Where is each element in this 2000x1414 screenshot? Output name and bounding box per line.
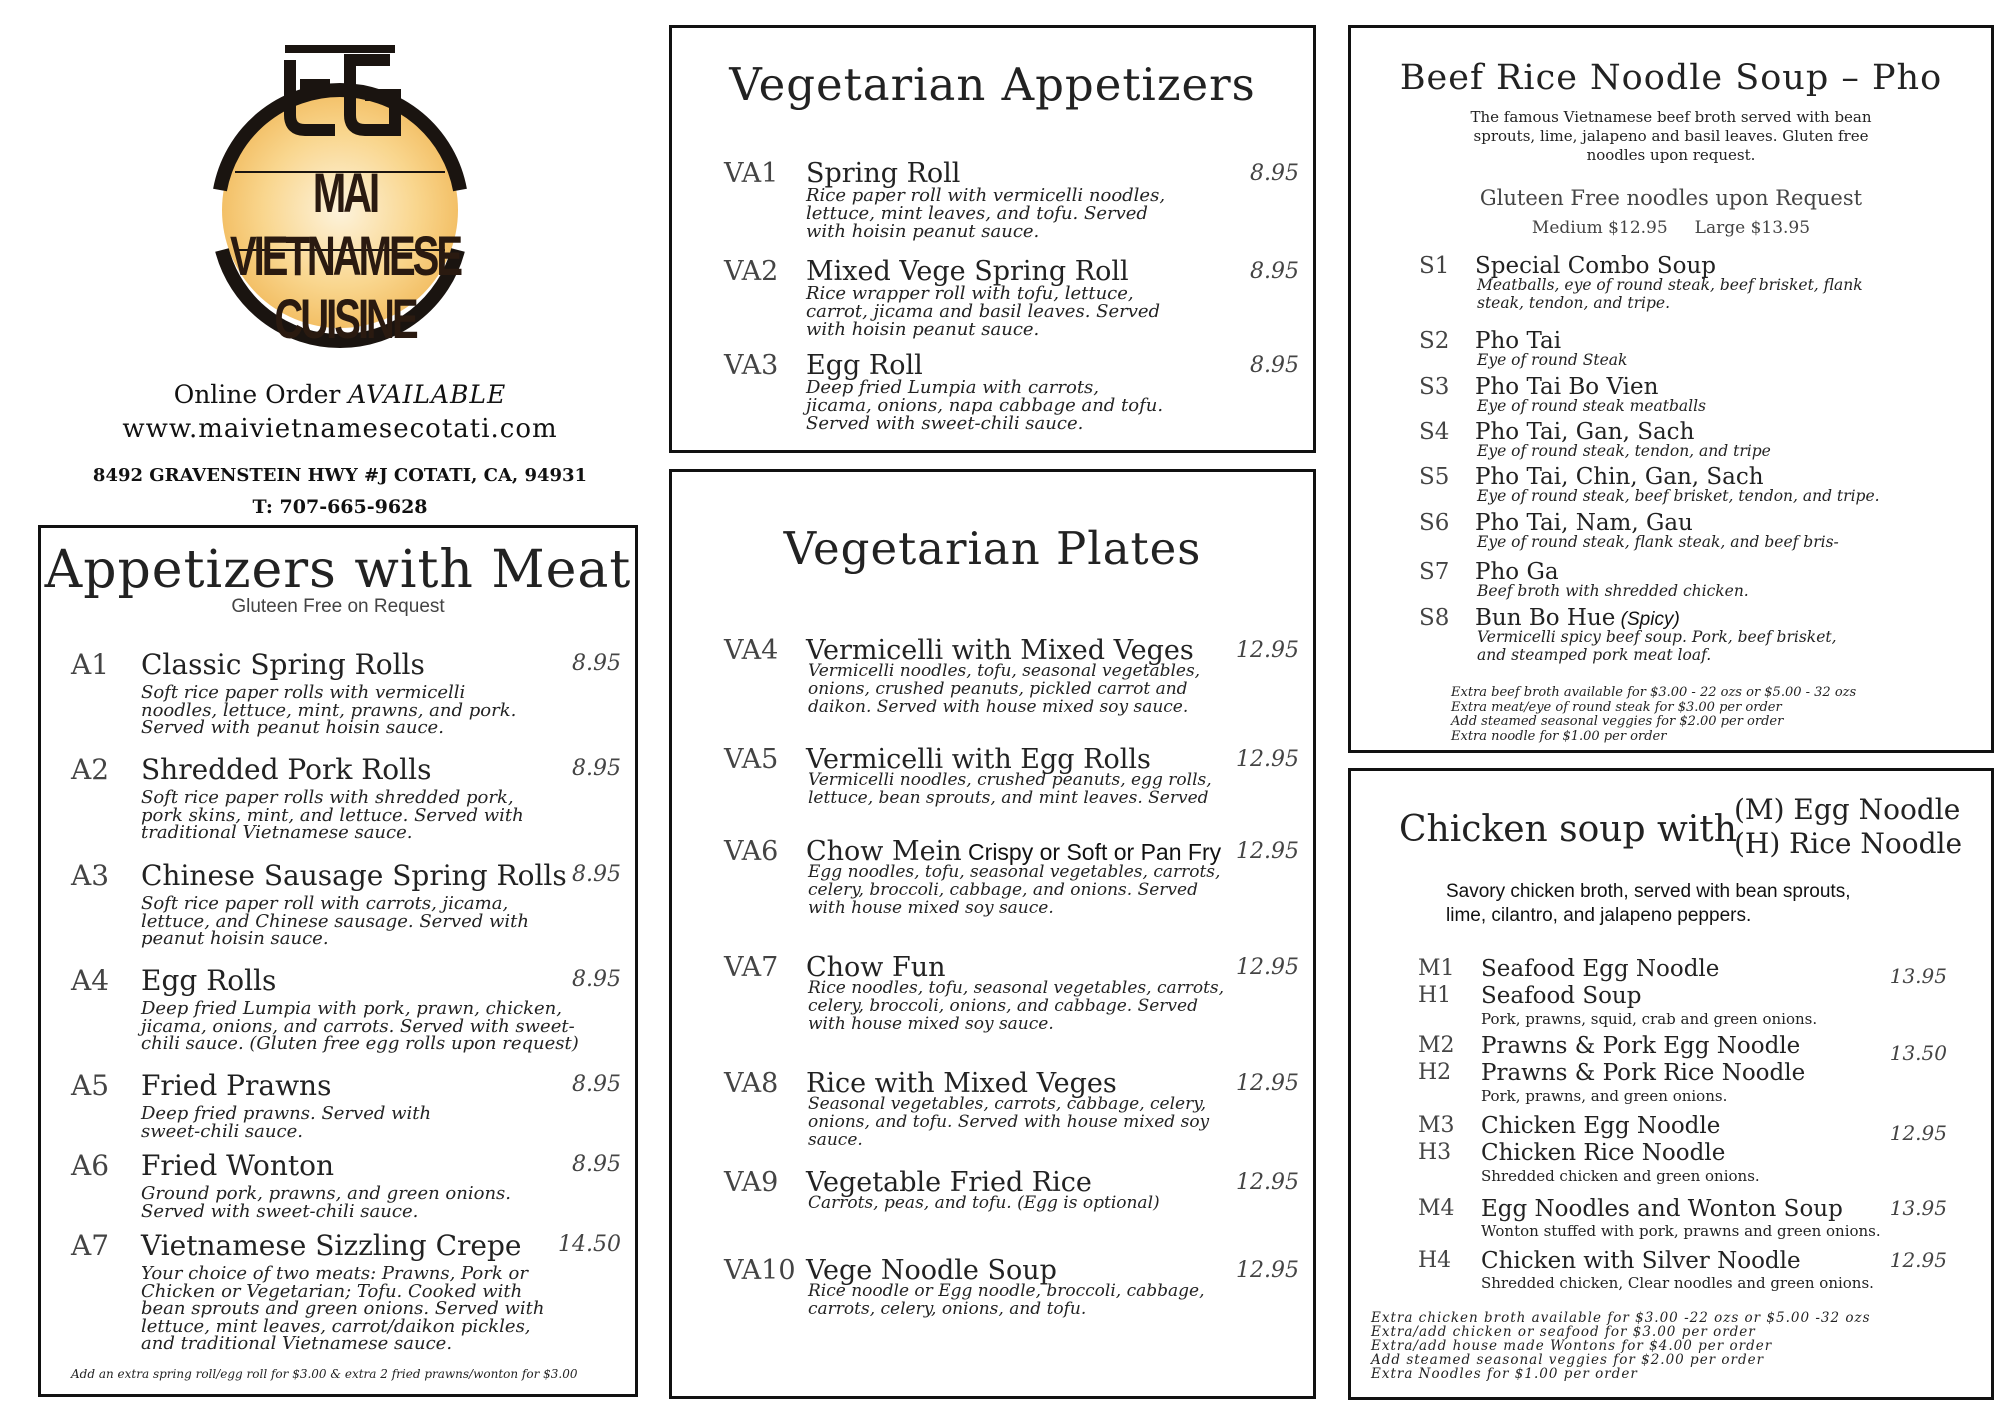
menu-item-name: Vietnamese Sizzling Crepe: [141, 1229, 522, 1262]
menu-item-description: Deep fried prawns. Served with: [141, 1103, 432, 1124]
menu-item-description: Vermicelli noodles, crushed peanuts, egg rolls,: [808, 770, 1212, 790]
pho-extra-line: Add steamed seasonal veggies for $2.00 per order: [1451, 714, 1784, 729]
chicken-item-name: Egg Noodles and Wonton Soup: [1481, 1196, 1843, 1222]
pho-intro-line: sprouts, lime, jalapeno and basil leaves. Gluten free: [1473, 127, 1869, 145]
menu-item-code: A5: [71, 1069, 110, 1102]
menu-item-description: Your choice of two meats: Prawns, Pork or: [141, 1263, 528, 1284]
menu-item-description: lettuce, mint leaves, and tofu. Served: [806, 203, 1148, 224]
menu-item-name: Shredded Pork Rolls: [141, 753, 432, 786]
menu-item-description: with house mixed soy sauce.: [808, 898, 1054, 918]
menu-item-price: 12.95: [1236, 747, 1299, 772]
chicken-extra-line: Extra Noodles for $1.00 per order: [1371, 1366, 1638, 1382]
menu-item-code: VA5: [724, 744, 779, 775]
menu-item-price: 12.95: [1236, 1071, 1299, 1096]
veg-plates-title: Vegetarian Plates: [783, 522, 1202, 575]
menu-item-description: Eye of round steak, tendon, and tripe: [1477, 442, 1771, 460]
menu-item-description: Meatballs, eye of round steak, beef brisket, flank: [1477, 276, 1863, 294]
menu-item-description: onions, and tofu. Served with house mixed soy: [808, 1112, 1210, 1132]
pho-section: [1348, 25, 1994, 753]
menu-item-code: S6: [1419, 510, 1450, 536]
menu-item-description: steak, tendon, and tripe.: [1477, 294, 1671, 312]
menu-item-code: VA1: [724, 158, 779, 189]
chicken-item-description: Shredded chicken and green onions.: [1481, 1167, 1760, 1185]
chicken-item-code: H4: [1418, 1248, 1452, 1273]
menu-item-description: with house mixed soy sauce.: [808, 1014, 1054, 1034]
menu-item-description: Soft rice paper roll with carrots, jicama,: [141, 893, 509, 914]
menu-item-description: Chicken or Vegetarian; Tofu. Cooked with: [141, 1280, 523, 1302]
menu-item-price: 14.50: [558, 1232, 621, 1257]
menu-item-code: VA6: [724, 836, 779, 867]
menu-item-description: Soft rice paper rolls with vermicelli: [141, 682, 466, 703]
menu-item-code: S5: [1419, 464, 1450, 490]
chicken-extra-line: Extra/add house made Wontons for $4.00 per order: [1371, 1338, 1773, 1354]
menu-item-name: Vegetable Fried Rice: [806, 1167, 1092, 1198]
menu-item-code: VA9: [724, 1167, 779, 1198]
chicken-item-price: 13.95: [1889, 964, 1947, 988]
chicken-item-description: Shredded chicken, Clear noodles and green onions.: [1481, 1274, 1874, 1292]
appetizers-meat-footer: Add an extra spring roll/egg roll for $3.00 & extra 2 fried prawns/wonton for $3.00: [71, 1367, 578, 1381]
menu-item-name: Vermicelli with Egg Rolls: [806, 744, 1151, 775]
menu-item-description: Rice paper roll with vermicelli noodles,: [806, 185, 1166, 206]
menu-item-description: celery, broccoli, cabbage, and onions. Served: [808, 880, 1198, 900]
menu-item-price: 8.95: [572, 967, 621, 992]
menu-item-description: onions, crushed peanuts, pickled carrot and: [808, 679, 1188, 699]
menu-item-name: Pho Tai, Chin, Gan, Sach: [1475, 464, 1764, 490]
menu-item-description: Eye of round Steak: [1477, 351, 1628, 369]
chicken-extra-line: Add steamed seasonal veggies for $2.00 per order: [1371, 1352, 1765, 1368]
address: 8492 GRAVENSTEIN HWY #J COTATI, CA, 94931: [92, 465, 588, 486]
menu-item-code: S1: [1419, 253, 1450, 279]
menu-item-name: Pho Tai, Nam, Gau: [1475, 510, 1693, 536]
chicken-item-price: 12.95: [1889, 1248, 1947, 1272]
menu-item-name: Fried Prawns: [141, 1069, 332, 1102]
menu-item-code: S2: [1419, 328, 1450, 354]
pho-title: Beef Rice Noodle Soup – Pho: [1399, 58, 1943, 98]
menu-item-code: VA4: [724, 635, 779, 666]
appetizers-meat-subtitle: Gluteen Free on Request: [231, 596, 445, 617]
menu-item-description: chili sauce. (Gluten free egg rolls upon request): [141, 1033, 579, 1054]
pho-gluten-note: Gluteen Free noodles upon Request: [1479, 186, 1863, 210]
menu-item-code: S4: [1419, 419, 1450, 445]
menu-item-name: Rice with Mixed Veges: [806, 1068, 1117, 1099]
menu-item-code: VA7: [724, 952, 779, 983]
menu-item-price: 8.95: [572, 756, 621, 781]
menu-item-name: Vege Noodle Soup: [806, 1255, 1057, 1286]
menu-item-code: A1: [71, 648, 110, 681]
chicken-extra-line: Extra chicken broth available for $3.00 -22 ozs or $5.00 -32 ozs: [1371, 1310, 1871, 1326]
appetizers-meat-title: Appetizers with Meat: [44, 540, 632, 600]
online-order-label: Online Order: [173, 380, 341, 409]
phone-number: T: 707-665-9628: [252, 496, 428, 518]
chicken-item-description: Pork, prawns, and green onions.: [1481, 1087, 1728, 1105]
menu-item-description: Served with peanut hoisin sauce.: [141, 717, 444, 738]
chicken-extra-line: Extra/add chicken or seafood for $3.00 per order: [1371, 1324, 1756, 1340]
menu-item-description: pork skins, mint, and lettuce. Served with: [141, 804, 524, 826]
menu-item-description: Rice noodle or Egg noodle, broccoli, cabbage,: [808, 1281, 1205, 1301]
pho-intro-line: The famous Vietnamese beef broth served with bean: [1470, 108, 1872, 126]
menu-item-description: jicama, onions, napa cabbage and tofu.: [806, 395, 1164, 416]
menu-item-price: 12.95: [1236, 1170, 1299, 1195]
menu-item-name: Pho Tai Bo Vien: [1475, 374, 1659, 400]
menu-item-description: jicama, onions, and carrots. Served with sweet-: [141, 1015, 575, 1037]
menu-item-description: Rice noodles, tofu, seasonal vegetables, carrots,: [808, 978, 1225, 998]
menu-item-name: Mixed Vege Spring Roll: [806, 256, 1129, 287]
menu-item-name-extra: (Spicy): [1615, 609, 1680, 630]
menu-item-code: VA10: [724, 1255, 796, 1286]
veg-appetizers-title: Vegetarian Appetizers: [729, 58, 1256, 111]
menu-item-description: lettuce, mint leaves, carrot/daikon pickles,: [141, 1315, 531, 1337]
menu-item-description: Soft rice paper rolls with shredded pork,: [141, 787, 514, 808]
menu-item-code: VA2: [724, 256, 779, 287]
menu-item-price: 8.95: [1250, 353, 1299, 378]
appetizers-meat-section: [38, 525, 638, 1397]
menu-item-name: Special Combo Soup: [1475, 253, 1716, 279]
menu-item-price: 8.95: [572, 651, 621, 676]
menu-item-description: Vermicelli spicy beef soup. Pork, beef brisket,: [1477, 628, 1837, 646]
menu-item-name: Pho Tai, Gan, Sach: [1475, 419, 1695, 445]
menu-item-description: Deep fried Lumpia with pork, prawn, chicken,: [141, 998, 562, 1019]
menu-item-description: celery, broccoli, onions, and cabbage. Served: [808, 996, 1198, 1016]
menu-item-code: A4: [71, 964, 110, 997]
menu-item-description: Eye of round steak meatballs: [1477, 397, 1707, 415]
menu-item-description: with hoisin peanut sauce.: [806, 221, 1040, 242]
menu-item-code: A6: [71, 1149, 110, 1182]
menu-item-name: Pho Tai: [1475, 328, 1562, 354]
menu-item-name-extra: Crispy or Soft or Pan Fry: [961, 839, 1222, 865]
veg-appetizers-section: [669, 25, 1316, 453]
menu-item-description: lettuce, bean sprouts, and mint leaves. Served: [808, 788, 1209, 808]
menu-item-description: daikon. Served with house mixed soy sauce.: [808, 697, 1189, 717]
menu-item-name: Bun Bo Hue (Spicy): [1475, 605, 1680, 631]
pho-intro-line: noodles upon request.: [1586, 146, 1756, 164]
menu-item-code: VA8: [724, 1068, 779, 1099]
chicken-item-code: H3: [1418, 1140, 1452, 1165]
menu-item-description: Ground pork, prawns, and green onions.: [141, 1183, 511, 1204]
menu-item-name: Classic Spring Rolls: [141, 648, 425, 681]
pho-extra-line: Extra meat/eye of round steak for $3.00 per order: [1451, 699, 1782, 715]
menu-item-description: Vermicelli noodles, tofu, seasonal vegetables,: [808, 661, 1201, 681]
menu-item-description: lettuce, and Chinese sausage. Served with: [141, 910, 529, 932]
menu-item-description: with hoisin peanut sauce.: [806, 319, 1040, 340]
chicken-item-code: H1: [1418, 983, 1452, 1008]
menu-item-name: Chow Fun: [806, 952, 946, 983]
menu-item-name: Pho Ga: [1475, 559, 1559, 585]
menu-item-description: Egg noodles, tofu, seasonal vegetables, carrots,: [808, 862, 1221, 882]
menu-item-code: A7: [71, 1229, 110, 1262]
chicken-item-name: Prawns & Pork Egg Noodle: [1481, 1033, 1801, 1059]
menu-item-name: Chow Mein Crispy or Soft or Pan Fry: [806, 836, 1222, 867]
menu-item-price: 8.95: [1250, 259, 1299, 284]
menu-item-description: Eye of round steak, flank steak, and beef bris-: [1477, 533, 1839, 551]
menu-item-name: Egg Rolls: [141, 964, 277, 997]
chicken-intro-line: lime, cilantro, and jalapeno peppers.: [1446, 905, 1752, 926]
chicken-intro-line: Savory chicken broth, served with bean sprouts,: [1446, 881, 1851, 902]
chicken-item-name: Seafood Soup: [1481, 983, 1642, 1009]
menu-item-price: 12.95: [1236, 839, 1299, 864]
menu-item-price: 12.95: [1236, 955, 1299, 980]
online-order-line: [40, 380, 640, 409]
chicken-item-name: Seafood Egg Noodle: [1481, 956, 1720, 982]
chicken-item-price: 13.50: [1889, 1041, 1947, 1065]
menu-item-description: noodles, lettuce, mint, prawns, and pork.: [141, 699, 517, 721]
menu-item-price: 12.95: [1236, 638, 1299, 663]
online-order-available: AVAILABLE: [348, 380, 507, 409]
menu-item-price: 8.95: [572, 862, 621, 887]
menu-item-description: Rice wrapper roll with tofu, lettuce,: [806, 283, 1134, 304]
chicken-option-rice-noodle: (H) Rice Noodle: [1734, 827, 1963, 860]
chicken-item-code: H2: [1418, 1060, 1452, 1085]
menu-item-description: bean sprouts and green onions. Served with: [141, 1298, 545, 1319]
chicken-item-code: M2: [1418, 1033, 1455, 1058]
chicken-item-name: Prawns & Pork Rice Noodle: [1481, 1060, 1806, 1086]
menu-item-code: VA3: [724, 350, 779, 381]
chicken-item-price: 12.95: [1889, 1121, 1947, 1145]
menu-item-description: Seasonal vegetables, carrots, cabbage, celery,: [808, 1094, 1206, 1114]
menu-item-code: A2: [71, 753, 110, 786]
menu-item-name: Vermicelli with Mixed Veges: [806, 635, 1194, 666]
menu-item-description: Beef broth with shredded chicken.: [1477, 582, 1749, 600]
chicken-item-name: Chicken with Silver Noodle: [1481, 1248, 1801, 1274]
chicken-item-code: M4: [1418, 1196, 1455, 1221]
menu-item-description: sweet-chili sauce.: [141, 1120, 303, 1142]
menu-item-description: Served with sweet-chili sauce.: [806, 413, 1084, 434]
logo-wordmark: MAI VIETNAMESE CUISINE: [229, 163, 461, 351]
menu-item-description: carrot, jicama and basil leaves. Served: [806, 301, 1161, 322]
menu-item-description: carrots, celery, onions, and tofu.: [808, 1299, 1087, 1319]
menu-item-code: S7: [1419, 559, 1450, 585]
menu-item-description: Carrots, peas, and tofu. (Egg is optional): [808, 1193, 1160, 1213]
veg-plates-section: [669, 469, 1316, 1399]
menu-item-description: peanut hoisin sauce.: [141, 928, 329, 949]
website-link[interactable]: www.maivietnamesecotati.com: [122, 414, 558, 444]
menu-item-price: 8.95: [1250, 161, 1299, 186]
menu-item-description: Deep fried Lumpia with carrots,: [806, 377, 1100, 398]
menu-item-name: Spring Roll: [806, 158, 961, 189]
chicken-item-code: M3: [1418, 1113, 1455, 1138]
chicken-item-price: 13.95: [1889, 1196, 1947, 1220]
chicken-item-description: Wonton stuffed with pork, prawns and green onions.: [1481, 1222, 1881, 1240]
pho-sizes: Medium $12.95 Large $13.95: [1531, 218, 1811, 238]
pho-extra-line: Extra beef broth available for $3.00 - 22 ozs or $5.00 - 32 ozs: [1451, 685, 1857, 700]
menu-item-description: Eye of round steak, beef brisket, tendon, and tripe.: [1477, 487, 1880, 505]
chicken-item-name: Chicken Egg Noodle: [1481, 1113, 1721, 1139]
chicken-item-description: Pork, prawns, squid, crab and green onions.: [1481, 1010, 1818, 1028]
menu-item-description: and steamped pork meat loaf.: [1477, 646, 1712, 664]
chicken-item-code: M1: [1418, 956, 1455, 981]
menu-item-price: 8.95: [572, 1072, 621, 1097]
menu-item-description: sauce.: [808, 1130, 863, 1150]
menu-item-name: Chinese Sausage Spring Rolls: [141, 859, 567, 892]
menu-item-description: and traditional Vietnamese sauce.: [141, 1333, 453, 1354]
menu-item-price: 12.95: [1236, 1258, 1299, 1283]
menu-item-name: Fried Wonton: [141, 1149, 335, 1182]
menu-item-code: S8: [1419, 605, 1450, 631]
menu-item-description: Served with sweet-chili sauce.: [141, 1200, 419, 1222]
chicken-soup-section: [1348, 768, 1994, 1400]
pho-extra-line: Extra noodle for $1.00 per order: [1451, 728, 1667, 744]
menu-item-code: S3: [1419, 374, 1450, 400]
chicken-item-name: Chicken Rice Noodle: [1481, 1140, 1726, 1166]
menu-item-name: Egg Roll: [806, 350, 923, 381]
menu-item-price: 8.95: [572, 1152, 621, 1177]
menu-item-description: traditional Vietnamese sauce.: [141, 822, 413, 843]
chicken-soup-title: Chicken soup with: [1399, 809, 1737, 850]
menu-item-code: A3: [71, 859, 110, 892]
chicken-option-egg-noodle: (M) Egg Noodle: [1734, 793, 1961, 826]
